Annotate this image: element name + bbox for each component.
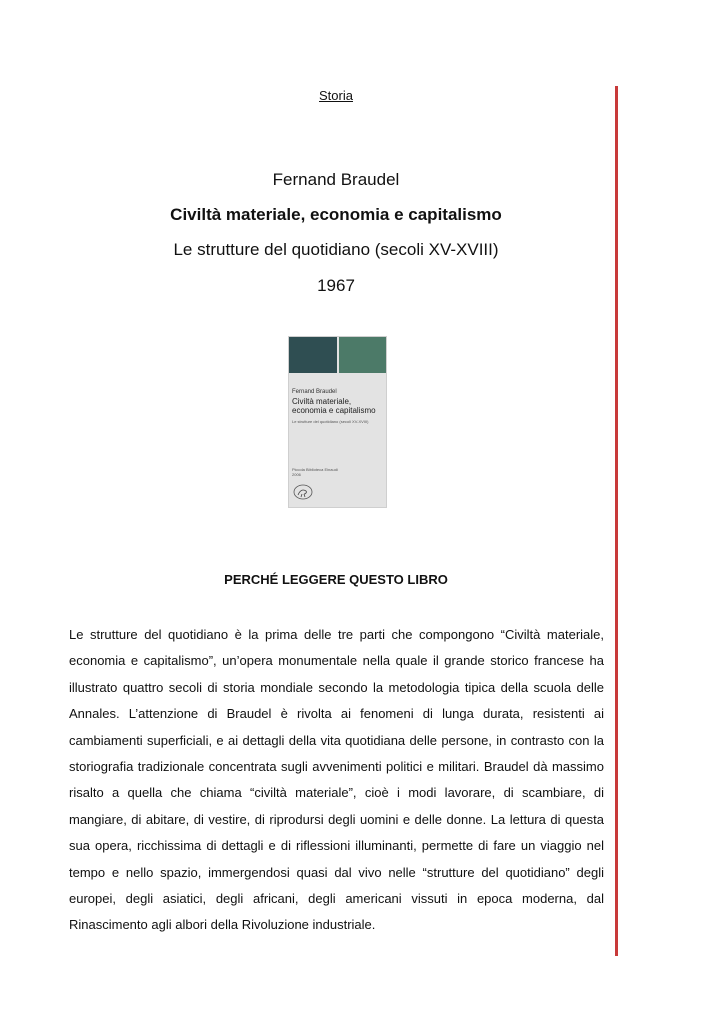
book-cover-image bbox=[288, 336, 387, 508]
category-label: Storia bbox=[319, 88, 353, 103]
book-author: Fernand Braudel bbox=[272, 170, 400, 189]
cover-series-year: 2006 bbox=[292, 472, 301, 477]
cover-color-block-left bbox=[289, 337, 337, 373]
cover-series bbox=[292, 467, 338, 477]
cover-color-block-right bbox=[339, 337, 387, 373]
cover-title-line: Civiltà materiale, bbox=[292, 397, 352, 406]
cover-title bbox=[292, 397, 376, 415]
section-heading: PERCHÉ LEGGERE QUESTO LIBRO bbox=[224, 572, 448, 587]
cover-author: Fernand Braudel bbox=[292, 389, 337, 395]
body-paragraph: Le strutture del quotidiano è la prima delle tre parti che compongono “Civiltà materiale, economia e capitalismo”, un’opera monumentale nella quale il grande storico francese ha illustrato quattro secoli di storia mondiale secondo la metodologia tipica della scuola delle Annales. L’attenzione di Braudel è rivolta ai fenomeni di lunga durata, resistenti ai cambiamenti superficiali, e ai dettagli della vita quotidiana delle persone, in contrasto con la storiografia tradizionale concentrata sugli avvenimenti politici e militari. Braudel dà massimo risalto a quella che chiama “civiltà materiale”, cioè i modi lavorare, di scambiare, di mangiare, di abitare, di vestire, di riprodursi degli uomini e delle donne. La lettura di questa sua opera, ricchissima di dettagli e di riflessioni illuminanti, permette di fare un viaggio nel tempo e nello spazio, immergendosi quasi dal vivo nelle “strutture del quotidiano” degli europei, degli asiatici, degli africani, degli americani vissuti in epoca moderna, dal Rinascimento agli albori della Rivoluzione industriale. bbox=[69, 627, 604, 933]
book-subtitle: Le strutture del quotidiano (secoli XV-XVIII) bbox=[173, 240, 499, 259]
cover-subtitle: Le strutture del quotidiano (secoli XV-XVIII) bbox=[292, 419, 369, 424]
book-title: Civiltà materiale, economia e capitalismo bbox=[170, 205, 502, 224]
cover-title-line: economia e capitalismo bbox=[292, 406, 376, 415]
book-year: 1967 bbox=[317, 276, 355, 295]
einaudi-ostrich-logo-icon bbox=[293, 484, 313, 500]
cover-series-name: Piccola Biblioteca Einaudi bbox=[292, 467, 338, 472]
